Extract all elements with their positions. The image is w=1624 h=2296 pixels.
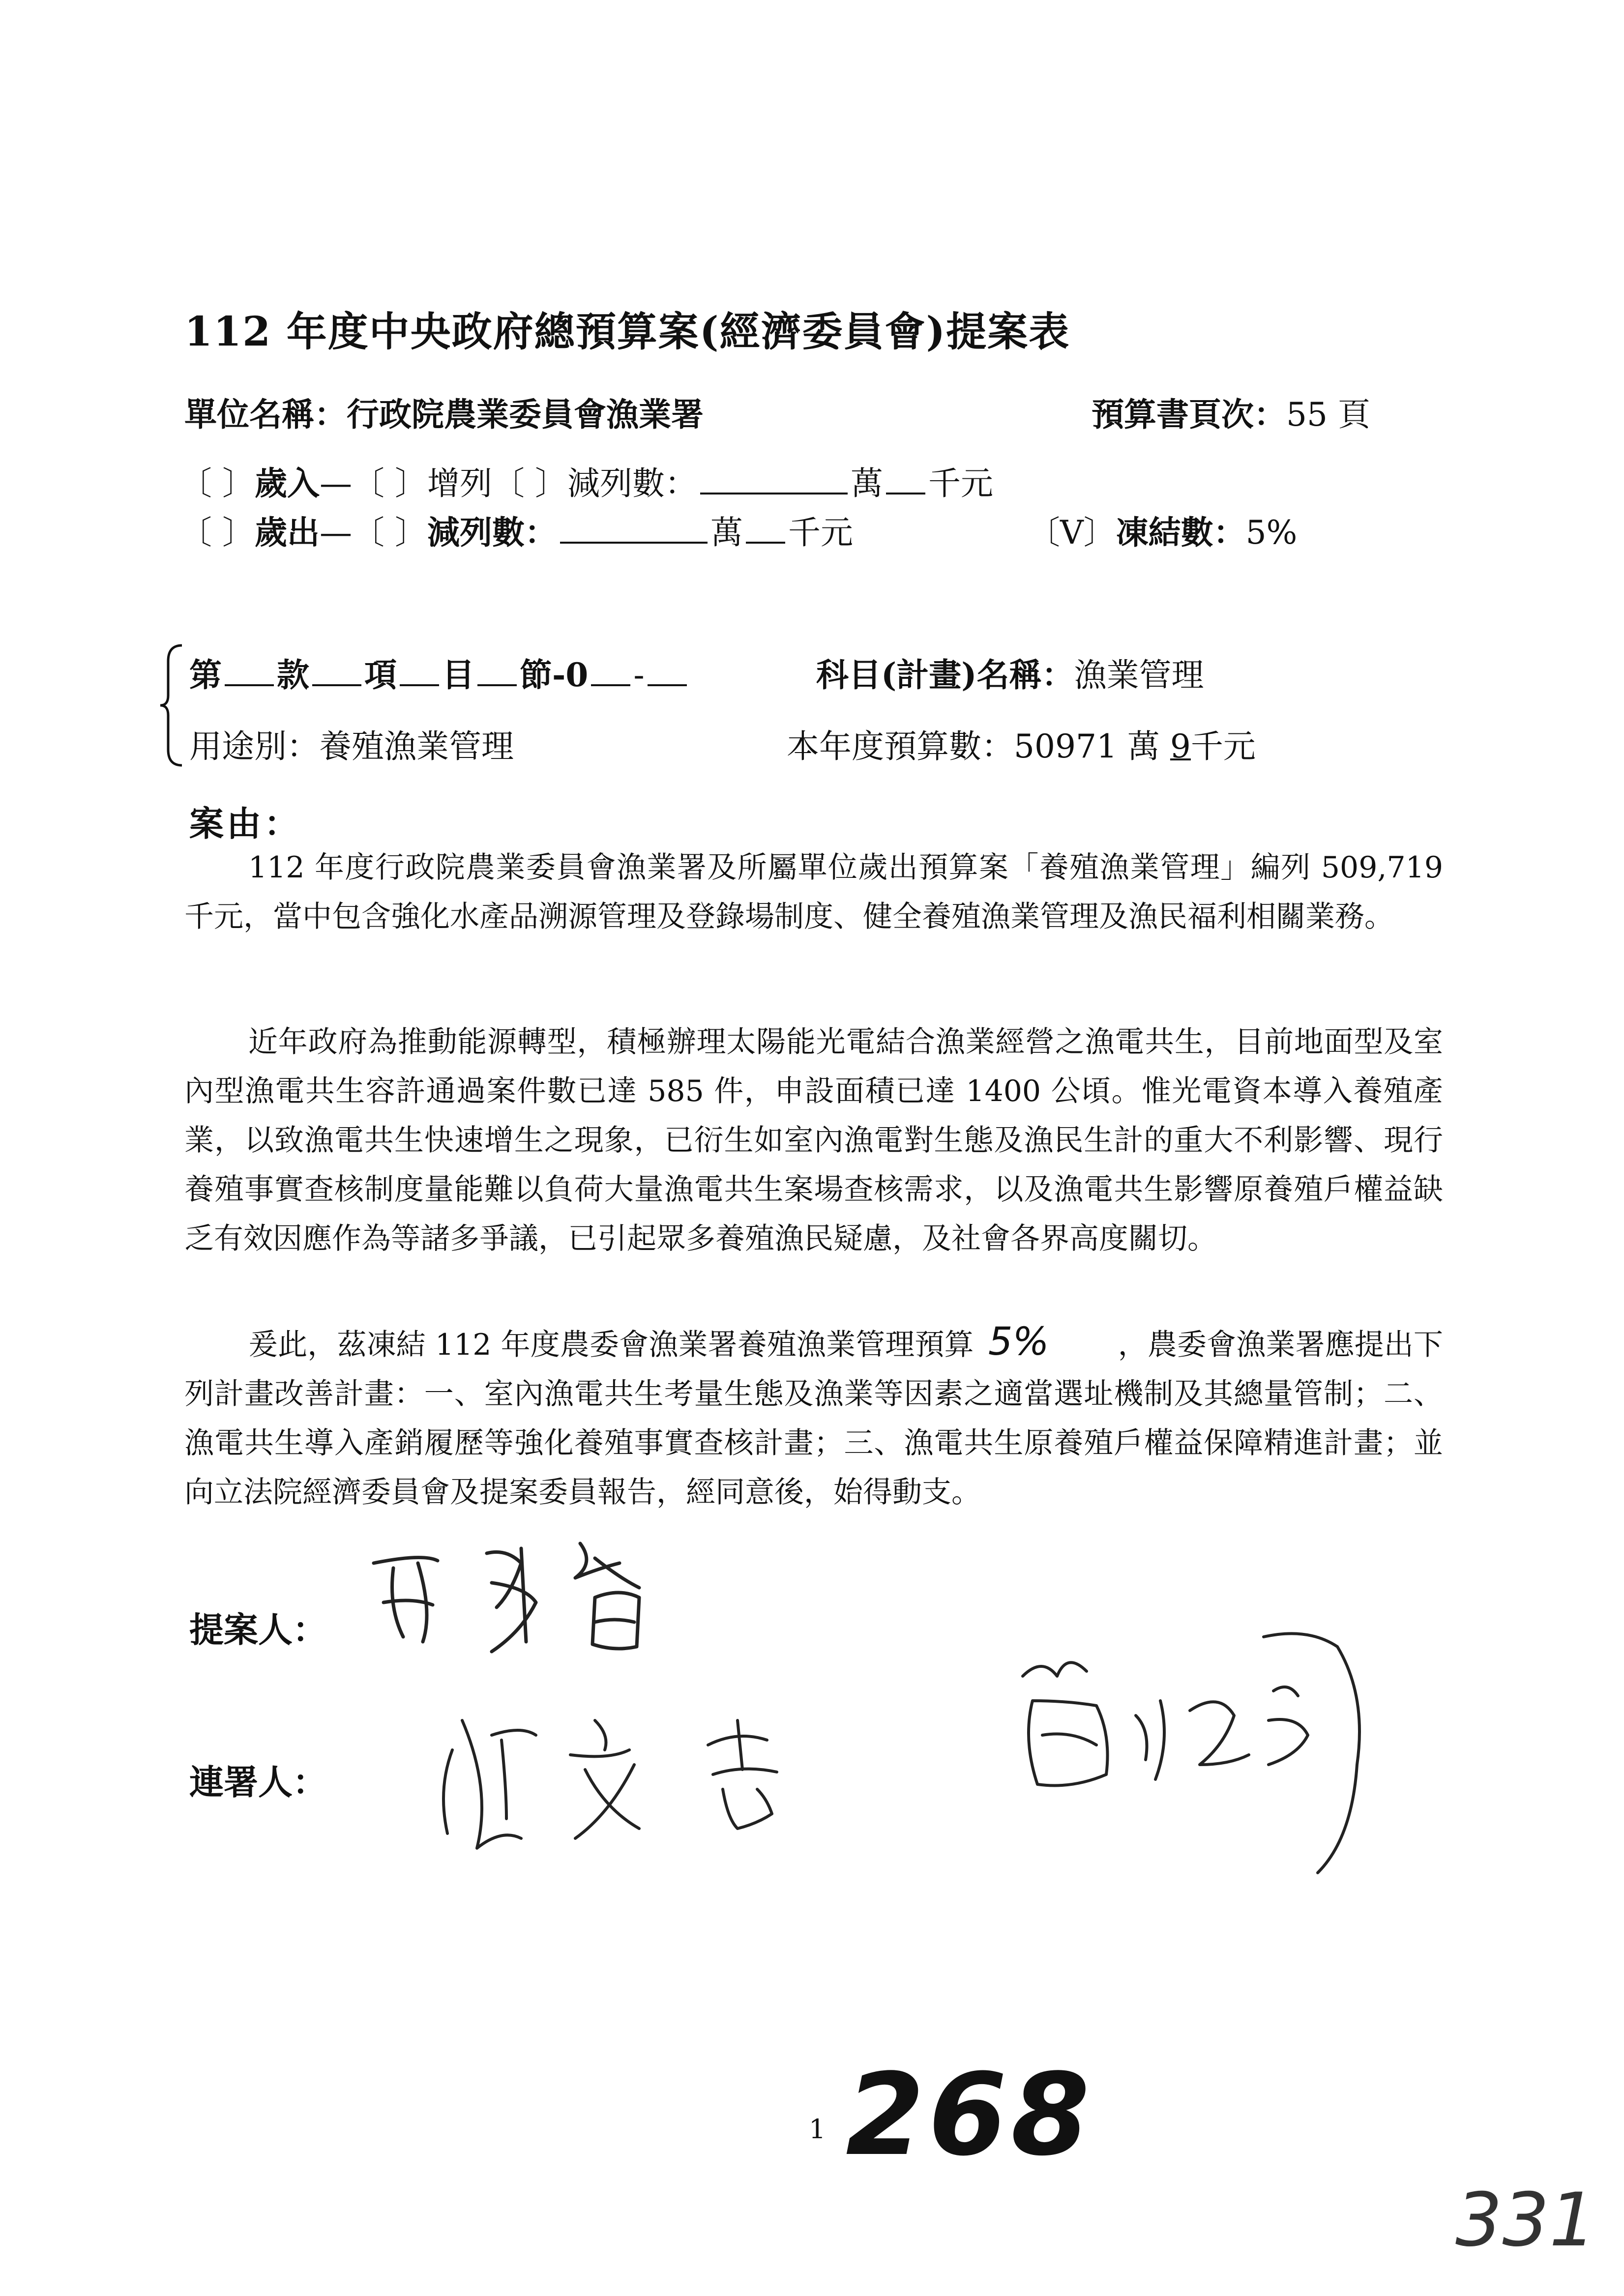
- usage-label: 用途別：: [189, 727, 319, 765]
- expense-reduce-label: 減列數：: [427, 513, 557, 552]
- budget-label: 本年度預算數：: [787, 727, 1014, 765]
- usage-row: [189, 720, 514, 767]
- page-number: 1: [809, 2114, 826, 2145]
- blank-di[interactable]: [225, 655, 274, 686]
- blank-kuan[interactable]: [312, 655, 361, 686]
- page-ref: [1092, 388, 1370, 435]
- reason-heading: 案由：: [189, 803, 301, 844]
- revenue-qian-blank[interactable]: [886, 463, 925, 494]
- proposer-signature: [364, 1534, 679, 1661]
- expense-wan-unit: 萬: [710, 514, 743, 552]
- section-bracket: [157, 641, 187, 771]
- wan-unit: 萬: [850, 465, 883, 502]
- expense-checkbox[interactable]: 〔 〕: [179, 514, 255, 552]
- subject-label: 科目(計畫)名稱：: [816, 656, 1074, 694]
- unit-label: 單位名稱：: [184, 395, 347, 434]
- handwritten-percent: 5%: [988, 1320, 1049, 1364]
- revenue-checkbox[interactable]: 〔 〕: [179, 465, 255, 502]
- section-mu: 目: [442, 656, 474, 694]
- section-kuan: 款: [277, 656, 309, 694]
- page-ref-label: 預算書頁次：: [1092, 395, 1286, 434]
- revenue-line: [179, 457, 993, 504]
- budget-qian: 千元: [1190, 727, 1256, 765]
- expense-qian-blank[interactable]: [746, 512, 785, 544]
- paragraph-3-before: 爰此，茲凍結 112 年度農委會漁業署養殖漁業管理預算: [248, 1328, 983, 1362]
- section-di: 第: [189, 656, 222, 694]
- qian-unit: 千元: [928, 465, 993, 502]
- cosigner-signature-1: [433, 1691, 875, 1868]
- expense-reduce-checkbox[interactable]: 〔 〕: [352, 514, 427, 552]
- handwritten-corner-number: 331: [1455, 2178, 1596, 2263]
- freeze-value: 5%: [1245, 514, 1298, 552]
- revenue-wan-blank[interactable]: [700, 463, 848, 494]
- form-title: 112 年度中央政府總預算案(經濟委員會)提案表: [184, 308, 1070, 355]
- proposer-label: 提案人：: [189, 1609, 327, 1650]
- section-xiang: 項: [364, 656, 397, 694]
- budget-row: [787, 720, 1256, 767]
- expense-qian-unit: 千元: [788, 514, 853, 552]
- blank-jie[interactable]: [591, 655, 630, 686]
- paragraph-1: 112 年度行政院農業委員會漁業署及所屬單位歲出預算案「養殖漁業管理」編列 509,719 千元，當中包含強化水產品溯源管理及登錄場制度、健全養殖漁業管理及漁民福利相關業務。: [184, 850, 1443, 934]
- paragraph-3: [184, 1317, 1443, 1517]
- cosigner-label: 連署人：: [189, 1762, 327, 1802]
- add-label: 增列: [427, 465, 492, 502]
- page-ref-value: 55 頁: [1286, 396, 1370, 434]
- blank-sub[interactable]: [648, 655, 687, 686]
- budget-qian-num: 9: [1170, 727, 1191, 765]
- subject-value: 漁業管理: [1074, 656, 1204, 694]
- cosigner-signature-2: [1013, 1617, 1406, 1892]
- blank-xiang[interactable]: [400, 655, 439, 686]
- handwritten-page-number: 268: [846, 2050, 1094, 2181]
- subject-row: [816, 649, 1204, 696]
- expense-wan-blank[interactable]: [560, 512, 708, 544]
- expense-line: [179, 506, 853, 553]
- section-jie: 節-0: [520, 656, 589, 694]
- freeze-field: [1028, 506, 1297, 553]
- section-dash: -: [633, 656, 645, 694]
- revenue-dash: —: [319, 465, 352, 502]
- budget-wan: 50971 萬: [1014, 727, 1170, 765]
- paragraph-3-after: ，農委會漁業署應提出下列計畫改善計畫：一、室內漁電共生考量生態及漁業等因素之適當選址機制及其總量管制；二、漁電共生導入產銷履歷等強化養殖事實查核計畫；三、漁電共生原養殖戶權益保障精進計畫；並向立法院經濟委員會及提案委員報告，經同意後，始得動支。: [184, 1328, 1443, 1510]
- add-checkbox[interactable]: 〔 〕: [352, 465, 427, 502]
- expense-label: 歲出: [254, 513, 320, 552]
- freeze-label: 凍結數：: [1116, 513, 1246, 552]
- usage-value: 養殖漁業管理: [319, 727, 514, 765]
- unit-value: 行政院農業委員會漁業署: [347, 395, 704, 434]
- expense-dash: —: [319, 514, 352, 552]
- reduce-checkbox[interactable]: 〔 〕: [492, 465, 567, 502]
- reduce-label: 減列數：: [567, 465, 697, 502]
- freeze-checkbox[interactable]: 〔V〕: [1028, 514, 1116, 552]
- blank-mu[interactable]: [477, 655, 517, 686]
- unit-row: [184, 388, 704, 435]
- revenue-label: 歲入: [254, 464, 320, 502]
- paragraph-2: 近年政府為推動能源轉型，積極辦理太陽能光電結合漁業經營之漁電共生，目前地面型及室內型漁電共生容許通過案件數已達 585 件，申設面積已達 1400 公頃。惟光電資本導入養殖產業，以致漁電共生快速增生之現象，已衍生如室內漁電對生態及漁民生計的重大不利影響、現行養殖事實查核制度量能難以負荷大量漁電共生案場查核需求，以及漁電共生影響原養殖戶權益缺乏有效因應作為等諸多爭議，已引起眾多養殖漁民疑慮，及社會各界高度關切。: [184, 1025, 1443, 1256]
- section-row: [189, 649, 690, 696]
